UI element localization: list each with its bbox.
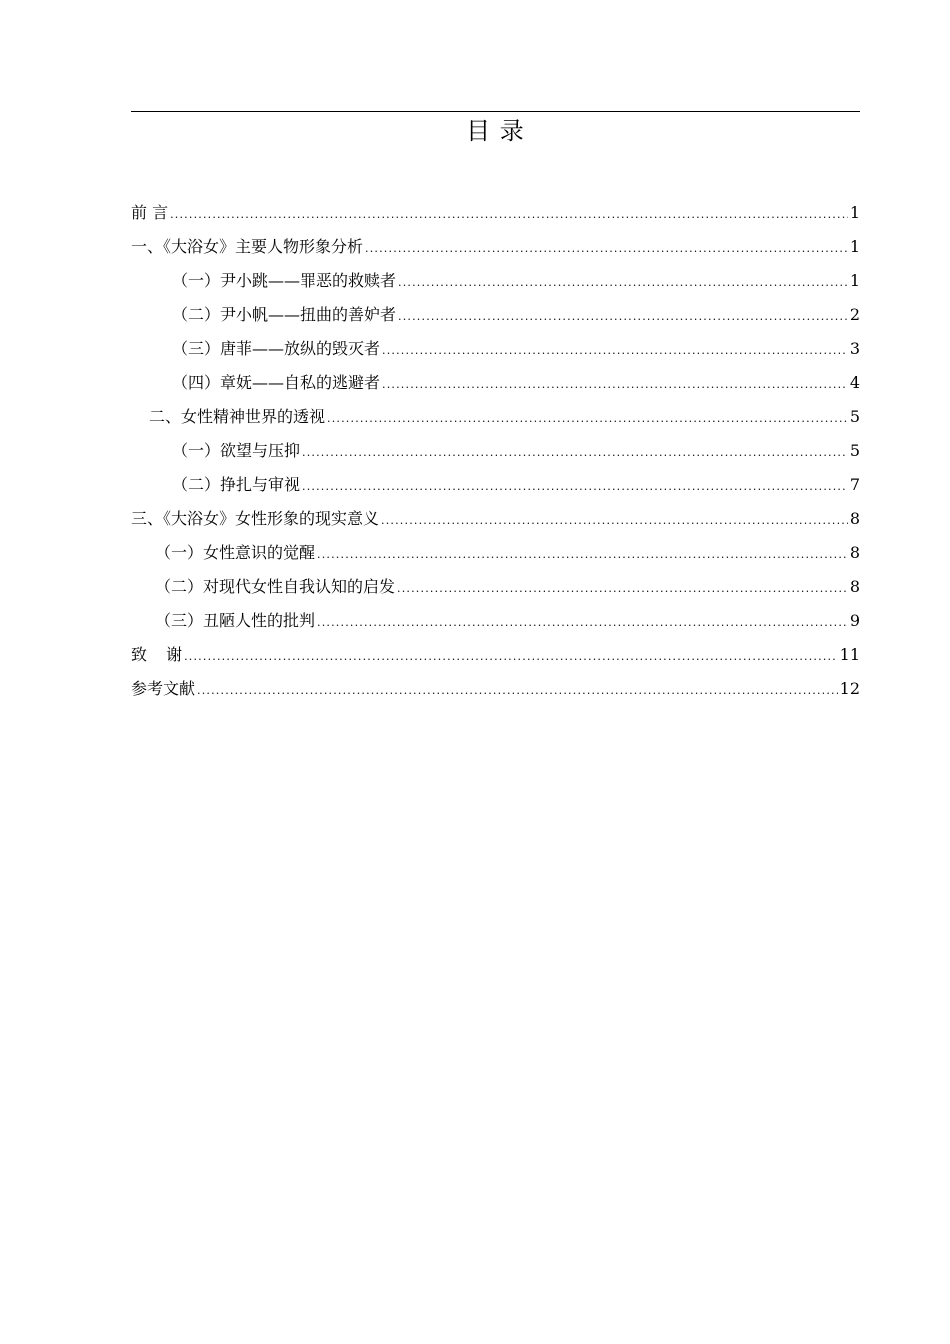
- toc-dot-leader: [184, 643, 838, 671]
- toc-dot-leader: [398, 303, 848, 331]
- toc-page-number: 1: [849, 237, 860, 256]
- toc-entry-chapter-1[interactable]: [131, 233, 860, 267]
- toc-dot-leader: [397, 575, 848, 603]
- toc-page-number: 8: [849, 509, 860, 528]
- toc-entry-label: 致 谢: [131, 645, 183, 664]
- toc-page-number: 12: [839, 679, 860, 698]
- toc-entry-section-1-1[interactable]: [131, 267, 860, 301]
- toc-entry-label: 二、女性精神世界的透视: [149, 407, 326, 426]
- toc-entry-acknowledgements[interactable]: [131, 641, 860, 675]
- toc-page-number: 5: [849, 441, 860, 460]
- toc-dot-leader: [382, 337, 848, 365]
- toc-entry-label: （三）唐菲——放纵的毁灭者: [172, 339, 381, 358]
- toc-page-number: 2: [849, 305, 860, 324]
- toc-entry-label: （四）章妩——自私的逃避者: [172, 373, 381, 392]
- toc-entry-label: （一）尹小跳——罪恶的救赎者: [172, 271, 397, 290]
- toc-page-number: 11: [839, 645, 860, 664]
- toc-dot-leader: [317, 541, 848, 569]
- toc-dot-leader: [170, 201, 848, 229]
- toc-dot-leader: [398, 269, 848, 297]
- toc-entry-section-1-3[interactable]: [131, 335, 860, 369]
- toc-entry-section-1-4[interactable]: [131, 369, 860, 403]
- toc-entry-section-1-2[interactable]: [131, 301, 860, 335]
- toc-entry-section-2-2[interactable]: [131, 471, 860, 505]
- toc-entry-section-3-3[interactable]: [131, 607, 860, 641]
- toc-page-number: 1: [849, 271, 860, 290]
- toc-entry-label: （一）欲望与压抑: [172, 441, 301, 460]
- header-rule: [131, 111, 860, 112]
- toc-entry-section-2-1[interactable]: [131, 437, 860, 471]
- toc-page-number: 1: [849, 203, 860, 222]
- toc-entry-label: （二）挣扎与审视: [172, 475, 301, 494]
- toc-entry-chapter-2[interactable]: [131, 403, 860, 437]
- toc-dot-leader: [381, 507, 848, 535]
- toc-page-number: 8: [849, 543, 860, 562]
- toc-dot-leader: [302, 473, 848, 501]
- toc-entry-label: 前 言: [131, 203, 169, 222]
- toc-dot-leader: [327, 405, 848, 433]
- toc-entry-section-3-2[interactable]: [131, 573, 860, 607]
- toc-entry-label: （三）丑陋人性的批判: [155, 611, 316, 630]
- toc-page-number: 9: [849, 611, 860, 630]
- table-of-contents: [131, 199, 860, 709]
- toc-entry-references[interactable]: [131, 675, 860, 709]
- toc-page-number: 7: [849, 475, 860, 494]
- toc-entry-chapter-3[interactable]: [131, 505, 860, 539]
- toc-page-number: 8: [849, 577, 860, 596]
- toc-entry-preface[interactable]: [131, 199, 860, 233]
- toc-dot-leader: [382, 371, 848, 399]
- toc-page-number: 5: [849, 407, 860, 426]
- toc-entry-label: （二）对现代女性自我认知的启发: [155, 577, 396, 596]
- toc-dot-leader: [365, 235, 848, 263]
- toc-entry-label: （一）女性意识的觉醒: [155, 543, 316, 562]
- toc-entry-label: 参考文献: [131, 679, 196, 698]
- toc-dot-leader: [302, 439, 848, 467]
- toc-dot-leader: [197, 677, 838, 705]
- toc-entry-section-3-1[interactable]: [131, 539, 860, 573]
- toc-page-number: 4: [849, 373, 860, 392]
- toc-entry-label: 三、《大浴女》女性形象的现实意义: [131, 509, 380, 528]
- toc-entry-label: （二）尹小帆——扭曲的善妒者: [172, 305, 397, 324]
- page-title: 目 录: [466, 117, 525, 145]
- toc-dot-leader: [317, 609, 848, 637]
- toc-entry-label: 一、《大浴女》主要人物形象分析: [131, 237, 364, 256]
- toc-page-number: 3: [849, 339, 860, 358]
